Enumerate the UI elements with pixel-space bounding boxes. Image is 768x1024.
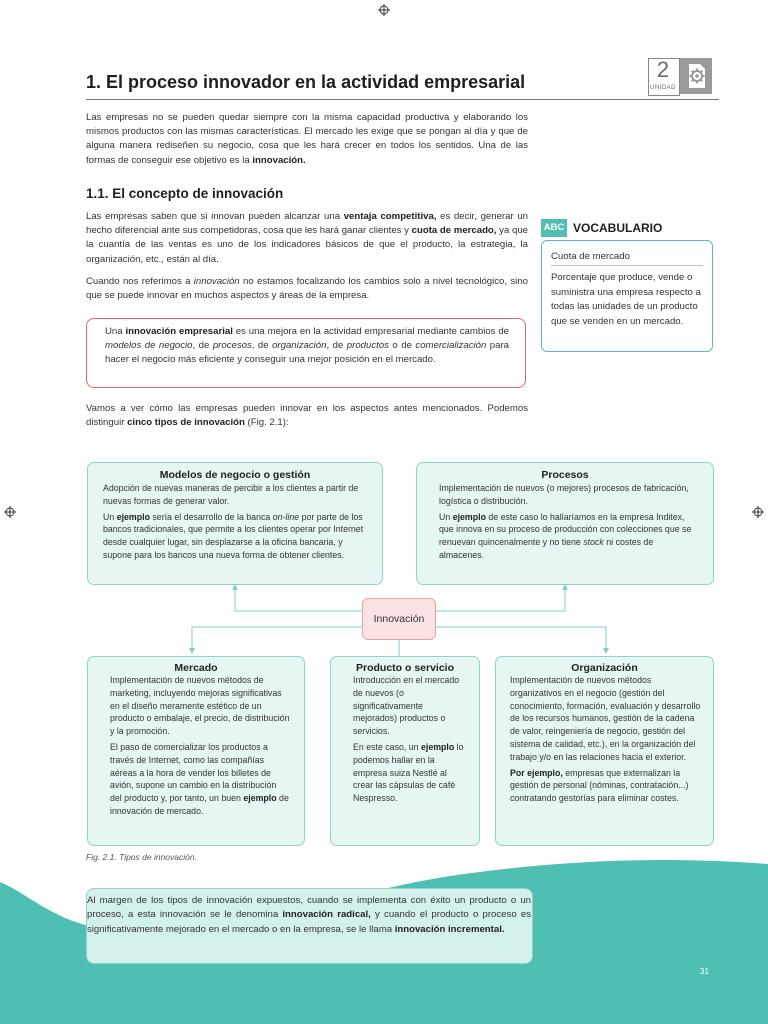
vocabulary-definition: Porcentaje que produce, vende o suministra una empresa respecto a todas las unidades de un producto que se venden en un mercado. [551, 272, 701, 327]
intro-paragraph: Las empresas no se pueden quedar siempre con la misma capacidad productiva y elaborando los mismos productos con las mismas características. El mercado les exige que se pongan al día y que de alguna manera rediseñen su negocio, cosa que les hará crecer en todos los sentidos. Una de las formas de conseguir ese objetivo es la innovación. [86, 112, 528, 166]
closing-text: Al margen de los tipos de innovación expuestos, cuando se implementa con éxito un producto o un proceso, a esta innovación se le denomina innovación radical, y cuando el producto o proceso es significativamente mejorado en el mercado o en la empresa, se le llama innovación incremental. [87, 895, 531, 935]
node-innovacion: Innovación [362, 598, 436, 640]
unit-number: 2 [656, 57, 670, 82]
node-modelos-negocio [87, 462, 383, 585]
node-text: Adopción de nuevas maneras de percibir a los clientes a partir de nuevas formas de generar valor. Un ejemplo sería el desarrollo de la banca on-line por parte de los bancos tradicionales, que permite a los clientes operar por Internet desde cualquier lugar, sin desplazarse a la oficina bancaria, y supone para los bancos una nueva forma de obtener clientes. [103, 483, 364, 560]
node-text: Implementación de nuevos métodos organizativos en el negocio (gestión del conocimiento, formación, evaluación y desarrollo de los recursos humanos, gestión de la cadena de valor, reingeniería de negocio, gestión del sistema de calidad, etc.), en la organización del trabajo y/o en las relaciones hacia el exterior. Por ejemplo, empresas que externalizan la gestión de personal (nóminas, contratación...) contratando gestorías para eliminar costes. [510, 675, 701, 804]
node-procesos [416, 462, 714, 585]
concept-paragraph: Las empresas saben que si innovan pueden alcanzar una ventaja competitiva, es decir, generar un hecho diferencial ante sus competidoras, cosa que les hará ganar clientes y cuota de mercado, ya que la cuantía de las ventas es uno de los indicadores básicos de que el producto, la estrategia, la organización, etc., están al día. [86, 211, 528, 265]
gear-document-icon [680, 58, 712, 94]
vocabulary-tag: ABC [541, 219, 567, 237]
definition-box [86, 318, 526, 388]
node-title: Modelos de negocio o gestión [159, 469, 311, 481]
section-heading: 1.1. El concepto de innovación [86, 186, 284, 201]
title-divider [86, 99, 719, 100]
scope-paragraph: Cuando nos referimos a innovación no estamos focalizando los cambios solo a nivel tecnológico, sino que se puede innovar en muchos aspectos y áreas de la empresa. [86, 276, 528, 302]
vocabulary-term: Cuota de mercado [551, 251, 630, 262]
node-organizacion [495, 656, 714, 846]
definition-text: Una innovación empresarial es una mejora en la actividad empresarial mediante cambios de modelos de negocio, de procesos, de organización, de productos o de comercialización para hacer el negocio más eficiente y conseguir una mejor posición en el mercado. [105, 326, 510, 366]
registration-mark-icon [4, 506, 16, 518]
node-text: Introducción en el mercado de nuevos (o significativamente mejorados) productos o servicios. En este caso, un ejemplo lo podemos hallar en la empresa suiza Nestlé al crear las cápsulas de café Nespresso. [353, 675, 464, 804]
vocabulary-divider [551, 265, 703, 266]
figure-caption: Fig. 2.1. Tipos de innovación. [86, 852, 197, 862]
node-title: Organización [571, 662, 638, 674]
node-producto-servicio [330, 656, 480, 846]
node-title: Procesos [541, 469, 589, 481]
node-text: Implementación de nuevos (o mejores) procesos de fabricación, logística o distribución. Un ejemplo de este caso lo hallaríamos en la empresa Inditex, que innova en su proceso de producción con colecciones que se renuevan quincenalmente y no tiene stock ni costes de almacenes. [439, 483, 692, 560]
page-title: 1. El proceso innovador en la actividad empresarial [86, 72, 526, 92]
closing-box [86, 888, 533, 964]
node-title: Mercado [174, 662, 218, 674]
node-mercado [87, 656, 305, 846]
registration-mark-icon [752, 506, 764, 518]
node-title: Producto o servicio [355, 662, 455, 674]
types-intro-paragraph: Vamos a ver cómo las empresas pueden innovar en los aspectos antes mencionados. Podemos distinguir cinco tipos de innovación (Fig. 2.1): [86, 403, 528, 429]
registration-mark-icon [378, 4, 390, 16]
page-number: 31 [700, 967, 709, 976]
node-text: Implementación de nuevos métodos de marketing, incluyendo mejoras significativas en el diseño meramente estético de un producto o embalaje, el precio, de distribución y la promoción. El paso de comercializar los productos a través de Internet, como las compañías aéreas a la hora de vender los billetes de avión, supone un cambio en la distribución del producto y, por tanto, un buen ejemplo de innovación de mercado. [110, 675, 290, 816]
unit-label: UNIDAD [649, 85, 676, 91]
vocabulary-title: VOCABULARIO [573, 221, 663, 235]
